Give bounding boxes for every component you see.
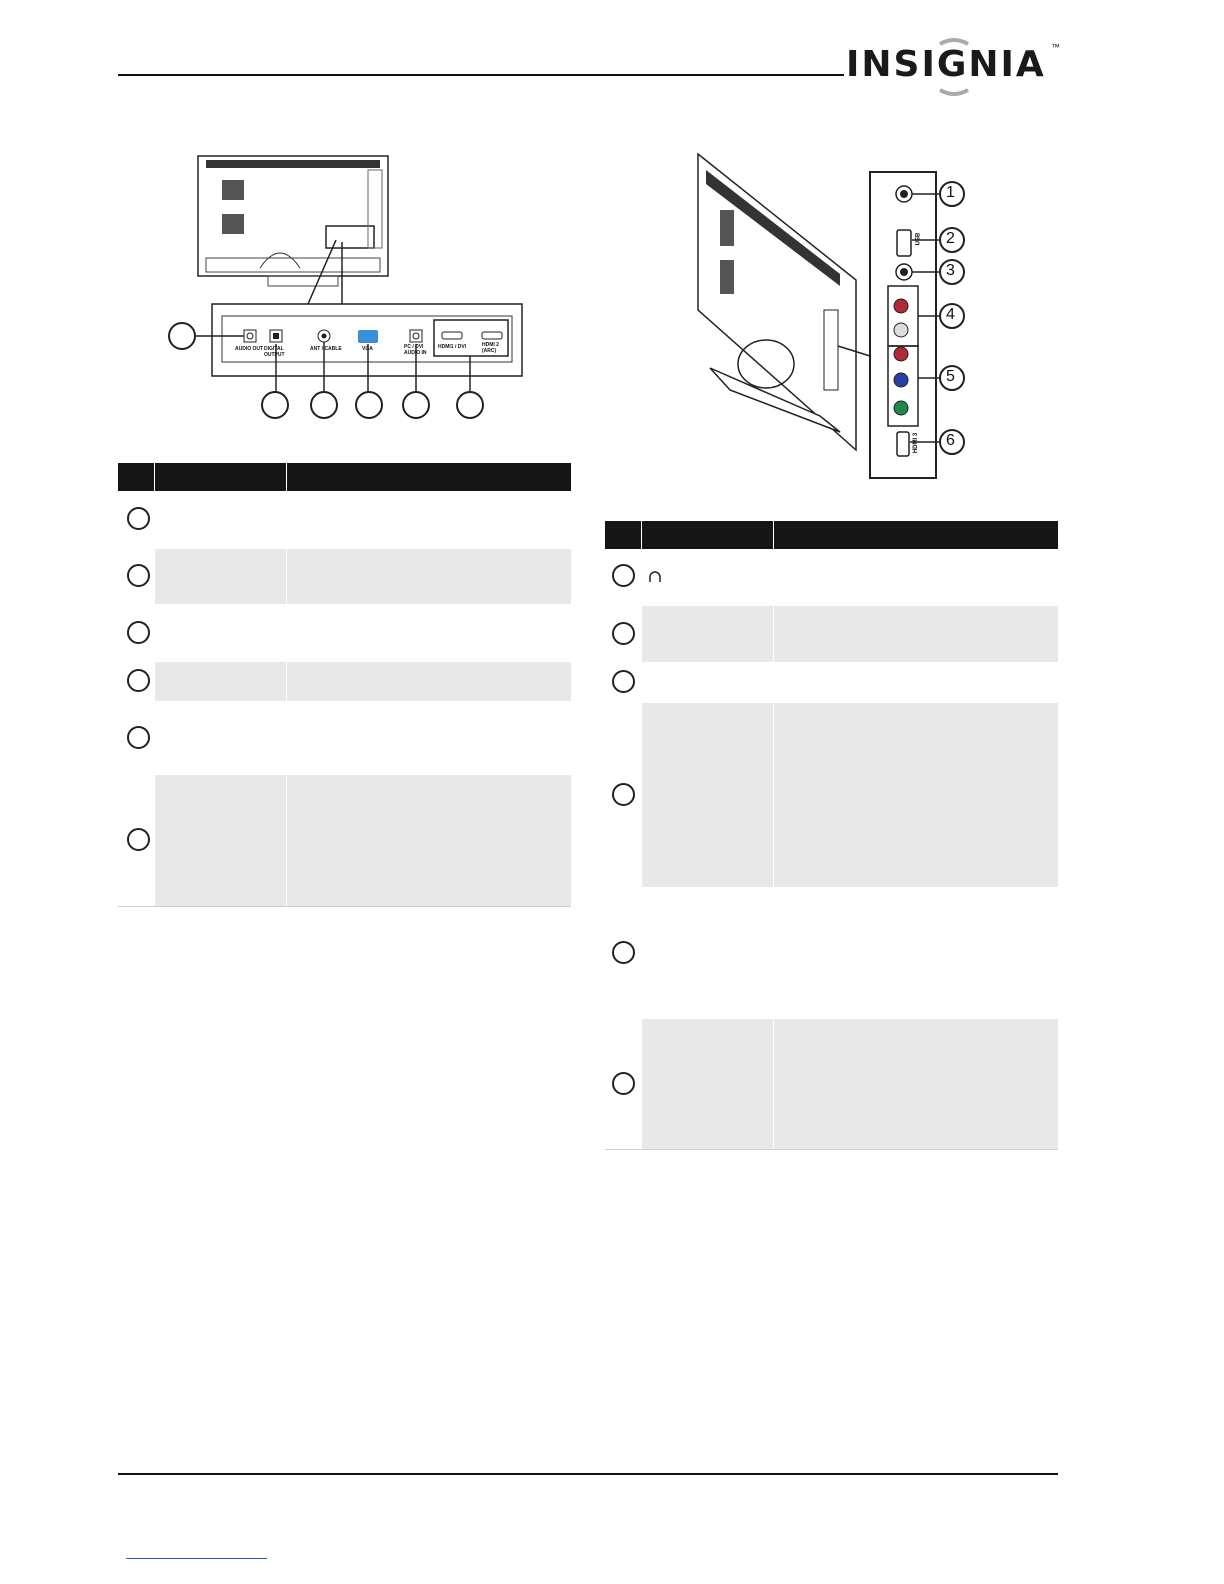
back-connections-table <box>118 463 571 908</box>
table-row-shaded <box>155 775 571 906</box>
port-label-pc-dvi-audio-in: PC / DVI AUDIO IN <box>404 344 427 356</box>
callout-4-number: 4 <box>946 306 955 323</box>
side-connections-table <box>605 521 1058 1151</box>
table-header <box>118 463 571 491</box>
row-number-badge <box>612 670 635 693</box>
table-row-shaded <box>642 703 1058 887</box>
row-number-badge <box>612 783 635 806</box>
port-label-hdmi2-arc: HDMI 2 (ARC) <box>482 342 499 354</box>
tv-back-diagram <box>160 150 530 425</box>
row-number-badge <box>127 507 150 530</box>
row-number-badge <box>612 1072 635 1095</box>
headphone-icon <box>648 570 662 584</box>
logo-swoosh-icon <box>934 38 974 96</box>
port-label-audio-out: AUDIO OUT <box>235 346 264 352</box>
row-number-badge <box>127 669 150 692</box>
table-row-shaded <box>642 606 1058 662</box>
port-label-vga: VGA <box>362 346 373 352</box>
port-label-ant-cable: ANT / CABLE <box>310 346 342 352</box>
row-number-badge <box>612 564 635 587</box>
callout-6-number: 6 <box>946 432 955 449</box>
logo-text: INSIGNIA <box>846 44 1046 85</box>
row-number-badge <box>127 564 150 587</box>
port-label-hdmi3: HDMI 3 <box>913 432 920 454</box>
footer-link-underline[interactable] <box>126 1558 267 1559</box>
port-label-hdmi1-dvi: HDMI1 / DVI <box>438 344 467 350</box>
callout-1-number: 1 <box>946 184 955 201</box>
tv-side-illustration <box>690 150 970 482</box>
row-number-badge <box>612 941 635 964</box>
tv-side-diagram <box>690 150 970 482</box>
table-row-shaded <box>155 549 571 604</box>
table-row-shaded <box>155 662 571 701</box>
row-number-badge <box>127 828 150 851</box>
port-label-digital-output: DIGITAL OUTPUT <box>264 346 285 358</box>
trademark-symbol: ™ <box>1051 42 1060 52</box>
callout-5-number: 5 <box>946 368 955 385</box>
insignia-logo <box>846 40 1061 96</box>
header-rule <box>118 74 844 76</box>
footer-rule <box>118 1473 1058 1475</box>
row-number-badge <box>127 726 150 749</box>
table-header <box>605 521 1058 549</box>
table-row-shaded <box>642 1019 1058 1149</box>
row-number-badge <box>127 621 150 644</box>
callout-2-number: 2 <box>946 230 955 247</box>
row-number-badge <box>612 622 635 645</box>
tv-back-illustration <box>160 150 530 425</box>
callout-3-number: 3 <box>946 262 955 279</box>
port-label-usb: USB <box>915 232 922 246</box>
